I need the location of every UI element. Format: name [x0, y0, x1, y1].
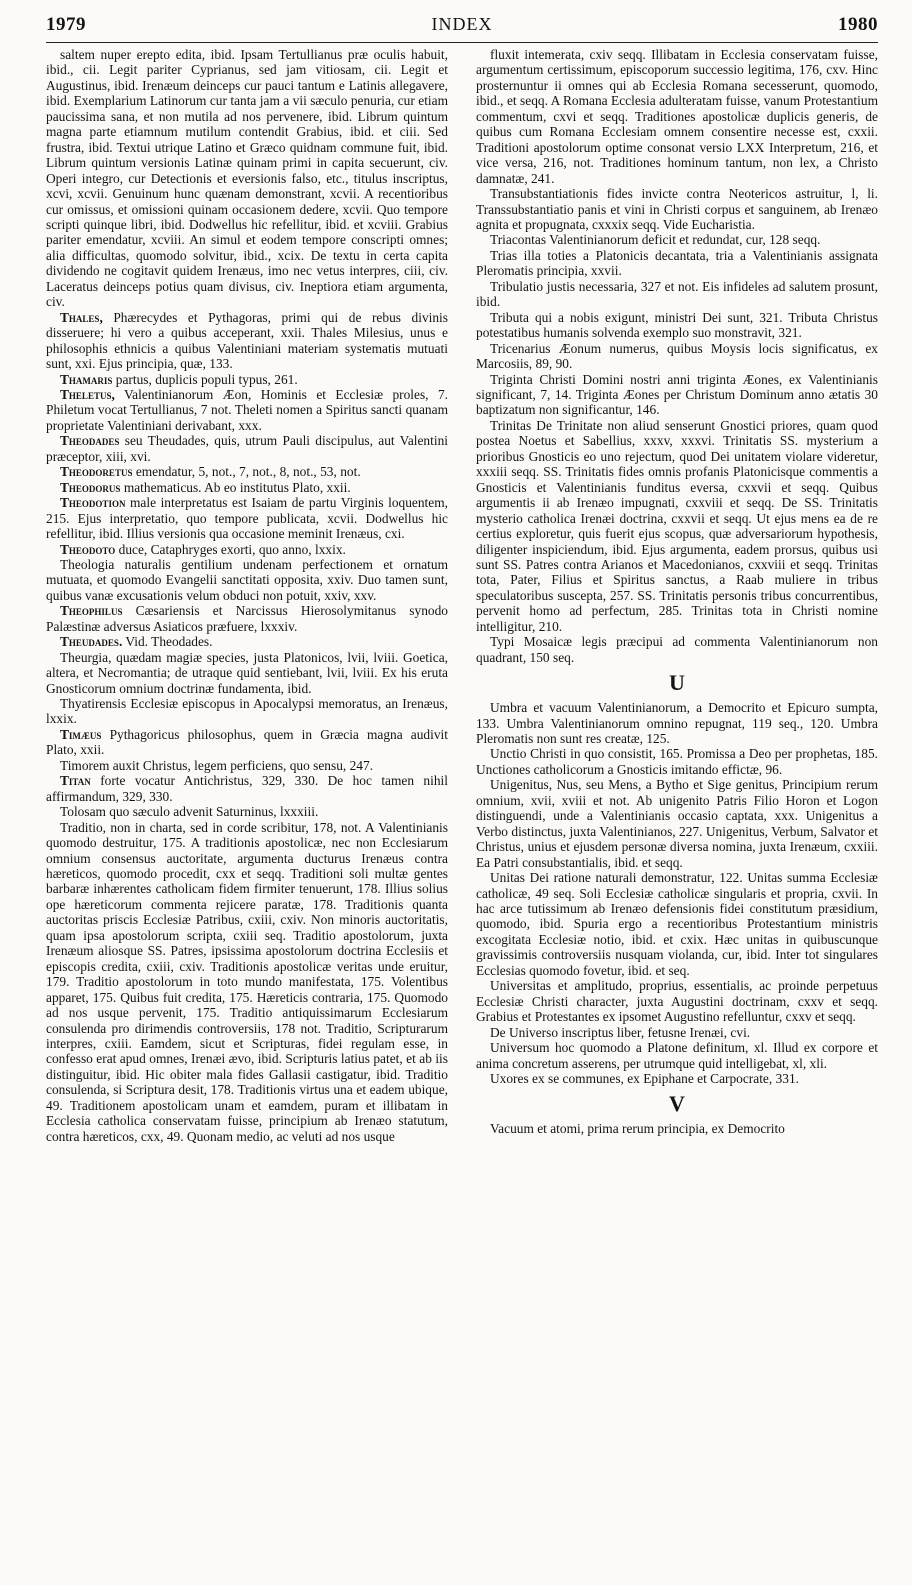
index-entry — [46, 634, 448, 649]
page-header — [46, 14, 878, 40]
entry-headword: Thamaris — [60, 371, 113, 387]
index-entry — [46, 804, 448, 819]
entry-text: Unctio Christi in quo consistit, 165. Promissa a Deo per prophetas, 185. Unctiones catholicorum a Gnosticis imitando effictæ, 96. — [476, 746, 878, 777]
entry-text: Pythagoricus philosophus, quem in Græcia magna audivit Plato, xxii. — [46, 726, 448, 758]
index-entry — [476, 47, 878, 186]
entry-text: Traditio, non in charta, sed in corde scribitur, 178, not. A Valentinianis quomodo destruitur, 175. A traditionis apostolicæ, nec non Ecclesiarum omnium consensus auctoritate, argumenta ducturus Irenæus contra hæreticos, quomodo procedit, cxx et seqq. Traditioni soli multæ gentes barbaræ inhærentes catholicam fidem firmiter tenuerunt, 178. Illius solius ope hæreticorum commenta rejicere paratæ, 178. Traditionis quanta auctoritas priscis Ecclesiæ Patribus, cxiii, cxiv. Non minoris auctoritatis, quam ipsa apostolorum scripta, cxiii seq. Traditio apostolorum, juxta Irenæum aliosque SS. Patres, ipsissima apostolorum doctrina Ecclesiis et episcopis credita, cxiii, cxiv. Traditionis apostolicæ veritas unde eruitur, 179. Traditio apostolorum in toto mundo manifestata, 175. Volentibus apparet, 175. Quibus fuit credita, 175. Hæreticis contraria, 175. Quomodo ad nos usque pervenit, 175. Traditio antiquissimarum Ecclesiarum consulenda pro dirimendis controversiis, 178 not. Traditio, Scripturarum interpres, cxiii. Eamdem, sicut et Scripturas, fidei regulam esse, in confesso erat apud omnes, Irenæi ævo, ibid. Scripturis latius patet, et ab iis distinguitur, ibid. Hic obiter mala fides Gallasii castigatur, ibid. Traditio consulenda, si Scriptura desit, 178. Traditionis virtus una et eadem ubique, 49. Traditionem apostolicam unam et eamdem, puram et illibatam in Ecclesia catholica conservatam fuisse, principium ab Irenæo statutum, contra hæreticos, cxx, 49. Quonam medio, ac veluti ad nos usque — [46, 819, 448, 1144]
entry-text: Tricenarius Æonum numerus, quibus Moysis locis significatus, ex Marcosiis, 89, 90. — [476, 340, 878, 372]
index-entry — [46, 820, 448, 1145]
entry-text: Unigenitus, Nus, seu Mens, a Bytho et Sige genitus, Principium rerum omnium, xvii, xviii et not. Ab unigenito Patris Filio Horon et Logon distinguendi, unde a Valentinianis occasio captata, xxx. Unigenitus a Verbo distinctus, juxta Valentinianos, 227. Unigenitus, Verbum, Salvator et Christus, unius et ejusdem personæ diversa nomina, juxta Irenæum, cxxiii. Ea Patri consubstantialis, ibid. et seqq. — [476, 777, 878, 870]
entry-text: Trinitas De Trinitate non aliud senserunt Gnostici priores, quam quod postea Noetus et Sabellius, xxxv, xxxvi. Trinitatis SS. mysterium a prioribus Gnosticis eo uno rejectum, quod Dei unitatem violare videretur, xxxiii seqq. SS. Trinitatis fides omnis profanis Platonicisque commentis a Gnosticis et Valentinianis funditus eversa, cxxvii et seqq. Quibus argumentis ii ab Irenæo impugnati, cxxviii et seqq. De SS. Trinitatis mysterio catholica Irenæi doctrina, cxxvii et seqq. Ut ejus mens ea de re certius exploretur, quis fuerit ejus scopus, quæ adversariorum hypothesis, diligenter inspiciendum, ibid. Ejus argumenta, eadem prorsus, quibus usi sunt SS. Patres contra Arianos et Macedonianos, cxxviii et seqq. Trinitas tota, Pater, Filius et Spiritus sanctus, a Raab muliere in tribus speculatoribus suscepta, 257. SS. Trinitatis personis tribus concurrentibus, pervenit homo ad perfectum, 285. Trinitas tota in Christi nomine intelligitur, 210. — [476, 417, 878, 634]
index-entry — [46, 650, 448, 696]
entry-text: Triginta Christi Domini nostri anni triginta Æones, ex Valentinianis significant, 7, 14. Triginta Æones per Christum Dominum anno ætatis 30 baptizatum non significantur, 146. — [476, 371, 878, 418]
index-entry — [46, 433, 448, 464]
header-rule — [46, 42, 878, 43]
index-entry — [476, 746, 878, 777]
entry-text: Timorem auxit Christus, legem perficiens, quo sensu, 247. — [60, 757, 374, 773]
entry-text: Tolosam quo sæculo advenit Saturninus, lxxxiii. — [60, 804, 319, 820]
index-entry — [476, 186, 878, 232]
entry-text: mathematicus. Ab eo institutus Plato, xxii. — [123, 479, 351, 495]
section-letter: V — [669, 1091, 685, 1117]
index-entry — [476, 634, 878, 665]
entry-text: Umbra et vacuum Valentinianorum, a Democrito et Epicuro sumpta, 133. Umbra Valentinianorum omnino repugnat, 119 seq., 120. Umbra Pleromatis non sunt res creatæ, 125. — [476, 700, 878, 747]
index-entry — [46, 773, 448, 804]
entry-headword: Titan — [60, 773, 91, 789]
index-entry — [46, 542, 448, 557]
index-entry — [476, 372, 878, 418]
index-entry — [476, 279, 878, 310]
index-entry — [46, 603, 448, 634]
entry-headword: Thales, — [60, 309, 103, 325]
index-entry — [476, 310, 878, 341]
entry-text: seu Theudades, quis, utrum Pauli discipulus, aut Valentini præceptor, xiii, xvi. — [46, 433, 448, 464]
entry-text: Uxores ex se communes, ex Epiphane et Carpocrate, 331. — [490, 1071, 799, 1086]
index-entry — [46, 464, 448, 479]
index-entry — [46, 310, 448, 372]
section-letter: U — [669, 670, 685, 696]
entry-text: Valentinianorum Æon, Hominis et Ecclesiæ proles, 7. Philetum vocat Tertullianus, 7 not. Theleti nomen a Spiritus sancti quanam proprietate Valentiniani derivabant, xxx. — [46, 386, 449, 433]
index-entry — [46, 480, 448, 495]
entry-text: partus, duplicis populi typus, 261. — [115, 371, 298, 387]
index-entry — [476, 1025, 878, 1040]
entry-headword: Theodades — [60, 433, 120, 449]
entry-text: Tribulatio justis necessaria, 327 et not. Eis infideles ad salutem prosunt, ibid. — [476, 278, 878, 310]
entry-headword: Theodotion — [60, 495, 126, 511]
entry-headword: Theletus, — [60, 386, 115, 402]
entry-text: duce, Cataphryges exorti, quo anno, lxxix. — [118, 541, 346, 557]
index-columns — [46, 47, 878, 1144]
index-entry — [46, 495, 448, 541]
entry-text: saltem nuper erepto edita, ibid. Ipsam Tertullianus præ oculis habuit, ibid., cii. Legit pariter Cyprianus, sed jam vitiosam, cii. Legit et Augustinus, ibid. Irenæum deinceps cur pauci tantum e Latinis allegavere, ibid. Exemplarium Latinorum cur tanta jam a vii sæculo penuria, cur etiam paucissima sana, et non mutila ad nos pervenere, ibid. Librum quintum magna parte etiamnum mutilum contendit Grabius, ibid. et ciii. Sed frustra, ibid. Textui utrique Latino et Græco quidnam commune fuit, ibid. Librum quintum versionis Latinæ quinam primi in capita secuerunt, civ. Operi integro, cur Detectionis et eversionis falso, etc., titulus inscriptus, xcvi, xcvii. Genuinum hunc quænam demonstrant, xcvii. A recentioribus cur omissus, et omissioni quinam occasionem dedere, xcvii. Quo tempore scripti quinque libri, ibid. Dodwellus hic refellitur, ibid. et xcviii. Grabius pariter emendatur, xcviii. An simul et eodem tempore conscripti omnes; alia difficultas, quomodo solvitur, ibid., xcix. De textu in certa capita dividendo ne cogitavit quidem Irenæus, imo nec vetus interpres, ciii, civ. Laceratus deinceps potius quam divisus, civ. Ineptiora etiam argumenta, civ. — [46, 47, 448, 310]
entry-text: Theologia naturalis gentilium undenam perfectionem et ornatum mutuata, et quomodo Evangelii sanctitati opposita, xxiv. Duo tamen sunt, quibus vanæ excusationis velum obduci non potuit, xxiv, xxv. — [46, 556, 448, 603]
index-entry — [46, 557, 448, 603]
index-entry — [476, 870, 878, 978]
entry-text: Phærecydes et Pythagoras, primi qui de rebus divinis disseruere; hi vero a quibus acceperant, xxii. Thales Milesius, unus e philosophis ethnicis a quibus Valentiniani materiam systematis mutuati sunt, xxi. Ejus principia, quæ, 133. — [46, 309, 448, 372]
right-page-number: 1980 — [838, 14, 878, 35]
left-page-number: 1979 — [46, 14, 86, 35]
index-entry — [46, 387, 448, 433]
entry-text: emendatur, 5, not., 7, not., 8, not., 53, not. — [135, 464, 361, 480]
entry-text: Vacuum et atomi, prima rerum principia, ex Democrito — [490, 1121, 785, 1137]
index-entry — [476, 248, 878, 279]
entry-text: forte vocatur Antichristus, 329, 330. De hoc tamen nihil affirmandum, 329, 330. — [46, 773, 448, 804]
index-entry — [476, 1071, 878, 1086]
entry-text: Transubstantiationis fides invicte contra Neotericos astruitur, l, li. Transsubstantiatio panis et vini in Christi corpus et sanguinem, ab Irenæo agnita et propugnata, cxxxix seqq. Vide Eucharistia. — [476, 186, 878, 232]
entry-text: Universitas et amplitudo, proprius, essentialis, ac proinde perpetuus Ecclesiæ Christi character, juxta Augustini doctrinam, cxxv et seqq. Grabius et Protestantes ex ipsomet Augustino refelluntur, cxxv et seqq. — [476, 978, 878, 1025]
index-entry — [476, 978, 878, 1024]
index-entry — [46, 47, 448, 310]
page-title: INDEX — [431, 14, 493, 34]
entry-headword: Theodorus — [60, 479, 121, 495]
entry-text: fluxit intemerata, cxiv seqq. Illibatam in Ecclesia conservatam fuisse, argumentum certissimum, episcoporum successio legitima, 176, cxv. Hinc prosternuntur ii omnes qui ab Ecclesia Romana secesserunt, quomodo, ibid., et seqq. A Romana Ecclesia adulteratam fuisse, vanum Protestantium commentum, cxvi et seqq. Traditiones apostolicæ duplicis generis, de quibus cum Romana Ecclesiam omnem consentire necesse est, cxxii. Traditioni apostolorum optime consonat versio LXX Interpretum, 216, et vice versa, 216, not. Traditiones hominum tantum, non lex, a Christo damnatæ, 241. — [476, 47, 878, 186]
index-entry — [476, 232, 878, 247]
left-column — [46, 47, 448, 1144]
entry-text: Trias illa toties a Platonicis decantata, tria a Valentinianis assignata Pleromatis principia, xxvii. — [476, 247, 878, 279]
entry-text: De Universo inscriptus liber, fetusne Irenæi, cvi. — [490, 1024, 751, 1040]
entry-text: Universum hoc quomodo a Platone definitum, xl. Illud ex corpore et anima concretum asserens, per utrumque quid intelligebat, xl, xli. — [476, 1040, 878, 1071]
entry-headword: Theophilus — [60, 603, 123, 619]
index-entry — [46, 696, 448, 727]
entry-text: male interpretatus est Isaiam de partu Virginis loquentem, 215. Ejus interpretatio, quo tempore publicata, xcvii. Dodwellus hic refellitur, ibid. Illius versionis qua occasione meminit Irenæus, cxi. — [46, 495, 448, 542]
index-entry — [46, 372, 448, 387]
entry-text: Typi Mosaicæ legis præcipui ad commenta Valentinianorum non quadrant, 150 seq. — [476, 634, 878, 665]
entry-text: Triacontas Valentinianorum deficit et redundat, cur, 128 seqq. — [490, 232, 821, 248]
index-entry — [476, 341, 878, 372]
index-entry — [476, 1040, 878, 1071]
index-entry — [46, 758, 448, 773]
entry-text: Unitas Dei ratione naturali demonstratur, 122. Unitas summa Ecclesiæ catholicæ, 49 seq. Soli Ecclesiæ catholicæ singularis et propria, cxvii. In hac arce tutissimum ab Irenæo defensionis fidei constitutum præsidium, quomodo, ibid. Spuria ergo a recentioribus Protestantium ministris excogitata Ecclesiæ notio, ibid. et cxix. Hæc unitas in quibuscunque gravissimis controversiis nusquam violanda, cur, ibid. Inter tot singulares Ecclesias quomodo fovetur, ibid. et seq. — [476, 870, 878, 978]
entry-headword: Timæus — [60, 726, 102, 742]
entry-text: Cæsariensis et Narcissus Hierosolymitanus synodo Palæstinæ adversus Asiaticos præfuere, lxxxiv. — [46, 603, 448, 634]
index-entry — [476, 700, 878, 746]
entry-text: Theurgia, quædam magiæ species, justa Platonicos, lvii, lviii. Goetica, altera, et Necromantia; de utraque quid sentiebant, lvii, lviii. Ex his eruta Gnosticorum omnium doctrinæ fundamenta, ibid. — [46, 649, 448, 696]
entry-text: Vid. Theodades. — [125, 634, 213, 650]
entry-text: Tributa qui a nobis exigunt, ministri Dei sunt, 321. Tributa Christus potestatibus humanis solvenda exemplo suo monstravit, 321. — [476, 309, 878, 341]
index-entry — [476, 418, 878, 634]
index-entry — [476, 777, 878, 870]
entry-text: Thyatirensis Ecclesiæ episcopus in Apocalypsi memoratus, an Irenæus, lxxix. — [46, 696, 448, 727]
index-entry — [46, 727, 448, 758]
entry-headword: Theodoto — [60, 541, 116, 557]
entry-headword: Theodoretus — [60, 464, 133, 480]
entry-headword: Theudades. — [60, 634, 123, 650]
right-column — [476, 47, 878, 1144]
index-entry — [476, 1121, 878, 1136]
